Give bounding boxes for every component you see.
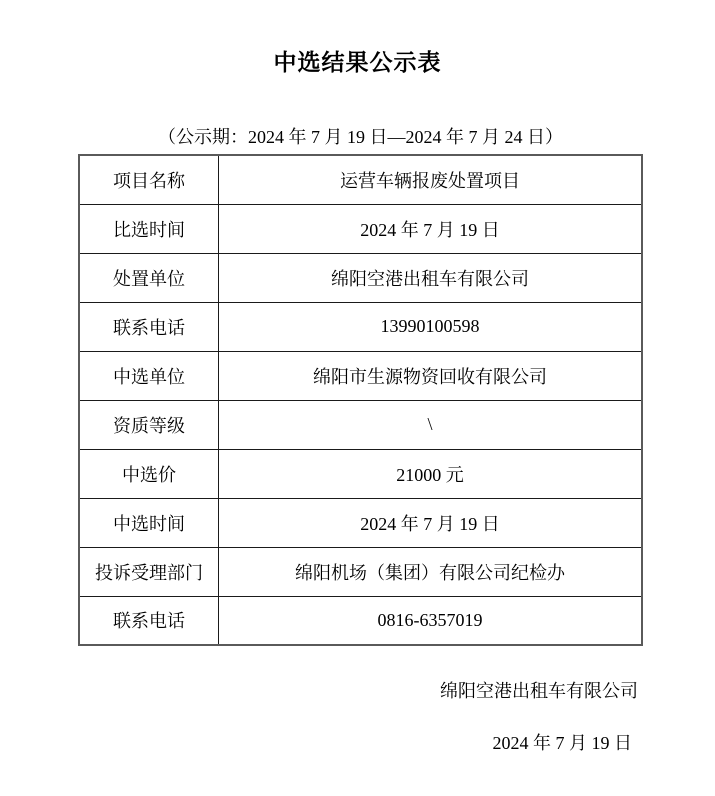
- row-value: 运营车辆报废处置项目: [218, 155, 642, 204]
- row-value: 绵阳机场（集团）有限公司纪检办: [218, 547, 642, 596]
- table-row: [79, 302, 642, 351]
- row-value: \: [218, 400, 642, 449]
- row-value: 0816-6357019: [218, 596, 642, 645]
- table-row: [79, 498, 642, 547]
- row-value: 13990100598: [218, 302, 642, 351]
- row-value: 2024 年 7 月 19 日: [218, 498, 642, 547]
- row-label: 中选价: [79, 449, 218, 498]
- publicity-period: （公示期：2024 年 7 月 19 日—2024 年 7 月 24 日）: [158, 127, 563, 147]
- row-label: 投诉受理部门: [79, 547, 218, 596]
- table-row: [79, 253, 642, 302]
- table-row: [79, 400, 642, 449]
- row-label: 比选时间: [79, 204, 218, 253]
- table-row: [79, 351, 642, 400]
- row-label: 资质等级: [79, 400, 218, 449]
- signature-date: 2024 年 7 月 19 日: [492, 733, 632, 753]
- row-label: 项目名称: [79, 155, 218, 204]
- results-table: [78, 154, 643, 646]
- table-row: [79, 155, 642, 204]
- row-label: 中选单位: [79, 351, 218, 400]
- table-row: [79, 204, 642, 253]
- content-area: [78, 123, 643, 755]
- row-label: 联系电话: [79, 302, 218, 351]
- table-row: [79, 547, 642, 596]
- row-label: 联系电话: [79, 596, 218, 645]
- table-row: [79, 449, 642, 498]
- row-value: 2024 年 7 月 19 日: [218, 204, 642, 253]
- row-value: 21000 元: [218, 449, 642, 498]
- row-label: 处置单位: [79, 253, 218, 302]
- row-value: 绵阳空港出租车有限公司: [218, 253, 642, 302]
- row-label: 中选时间: [79, 498, 218, 547]
- signature-company: 绵阳空港出租车有限公司: [440, 681, 638, 701]
- row-value: 绵阳市生源物资回收有限公司: [218, 351, 642, 400]
- page-title: 中选结果公示表: [273, 50, 442, 75]
- table-row: [79, 596, 642, 645]
